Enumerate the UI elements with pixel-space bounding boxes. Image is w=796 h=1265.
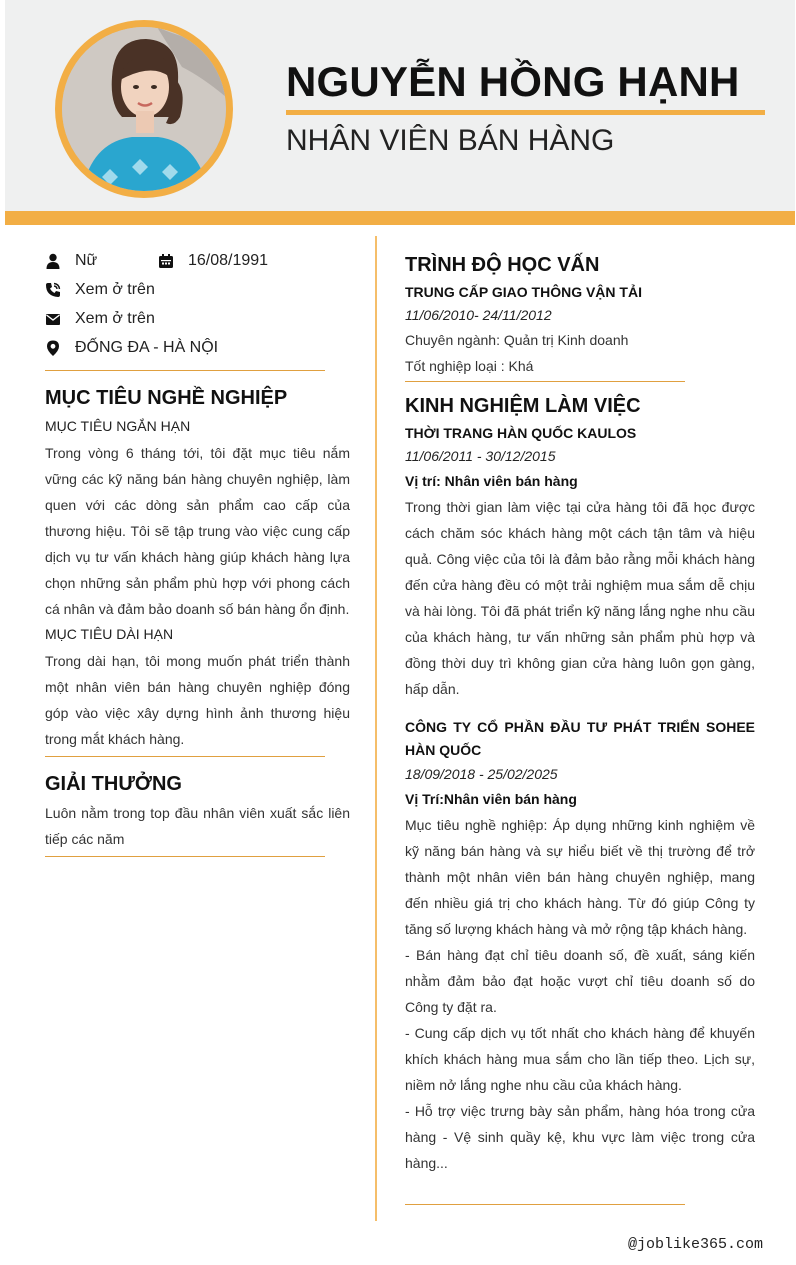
divider [45,756,325,757]
contact-address [45,337,218,359]
job-description: Trong thời gian làm việc tại cửa hàng tôi đã học được cách chăm sóc khách hàng một cách tận tâm và hiệu quả. Công việc của tôi là đảm bảo rằng mỗi khách hàng đến cửa hàng đều có một trải nghiệm mua sắm dễ chịu và hài lòng. Tôi đã phát triển kỹ năng lắng nghe nhu cầu của khách hàng, tư vấn những sản phẩm phù hợp và đồng thời duy trì không gian cửa hàng luôn gọn gàng, hấp dẫn. [405,499,755,697]
job-bullet: - Hỗ trợ việc trưng bày sản phẩm, hàng hóa trong cửa hàng - Vệ sinh quầy kệ, khu vực làm việc trong cửa hàng... [405,1103,755,1171]
short-term-label: MỤC TIÊU NGẮN HẠN [45,418,191,434]
education-major: Chuyên ngành: Quản trị Kinh doanh [405,332,629,348]
column-divider [375,236,377,1221]
avatar [62,27,226,191]
long-term-text: Trong dài hạn, tôi mong muốn phát triển thành một nhân viên bán hàng chuyên nghiệp đóng góp vào việc xây dựng hình ảnh thương hiệu trong mắt khách hàng. [45,653,350,747]
email-value: Xem ở trên [75,310,155,327]
divider [405,1204,685,1205]
divider [45,370,325,371]
education-grade: Tốt nghiệp loại : Khá [405,358,534,374]
candidate-name: NGUYỄN HỒNG HẠNH [286,58,740,105]
job-bullet: - Bán hàng đạt chỉ tiêu doanh số, đề xuất, sáng kiến nhằm đảm bảo đạt hoặc vượt chỉ tiêu doanh số do Công ty đặt ra. [405,947,755,1015]
name-underline [286,110,765,115]
location-icon [45,340,61,356]
company-name: CÔNG TY CỔ PHẦN ĐẦU TƯ PHÁT TRIỂN SOHEE HÀN QUỐC [405,719,755,758]
awards-title: GIẢI THƯỞNG [45,773,182,795]
mail-icon [45,311,61,327]
awards-text: Luôn nằm trong top đầu nhân viên xuất sắc liên tiếp các năm [45,805,350,847]
company-name: THỜI TRANG HÀN QUỐC KAULOS [405,425,637,441]
dob-value: 16/08/1991 [188,252,269,269]
divider [45,856,325,857]
calendar-icon [158,253,174,269]
gender-value: Nữ [75,252,98,269]
watermark: @joblike365.com [627,1236,763,1253]
contact-gender [45,250,97,272]
education-title: TRÌNH ĐỘ HỌC VẤN [405,254,600,276]
long-term-label: MỤC TIÊU DÀI HẠN [45,626,174,642]
school-name: TRUNG CẤP GIAO THÔNG VẬN TẢI [405,284,642,300]
education-period: 11/06/2010- 24/11/2012 [405,307,552,323]
job-position: Vị Trí:Nhân viên bán hàng [405,791,577,807]
job-title: NHÂN VIÊN BÁN HÀNG [286,124,615,157]
address-value: ĐỐNG ĐA - HÀ NỘI [75,339,219,356]
job-description: Mục tiêu nghề nghiệp: Áp dụng những kinh nghiệm về kỹ năng bán hàng và sự hiểu biết về thị trường để trở thành một nhân viên bán hàng chuyên nghiệp, mang đến nhiều giá trị cho khách hàng. Từ đó giúp Công ty tăng số lượng khách hàng và mở rộng tập khách hàng. [405,817,755,937]
short-term-text: Trong vòng 6 tháng tới, tôi đặt mục tiêu nắm vững các kỹ năng bán hàng chuyên nghiệp, làm quen với các dòng sản phẩm cao cấp của thương hiệu. Tôi sẽ tập trung vào việc cung cấp dịch vụ tư vấn khách hàng giúp khách hàng lựa chọn những sản phẩm phù hợp với phong cách cá nhân và đảm bảo doanh số bán hàng ổn định. [45,445,350,617]
header-accent-bar [5,211,795,225]
phone-icon [45,282,61,298]
experience-title: KINH NGHIỆM LÀM VIỆC [405,395,641,417]
contact-dob [158,250,268,272]
phone-value: Xem ở trên [75,281,155,298]
job-bullet: - Cung cấp dịch vụ tốt nhất cho khách hàng để khuyến khích khách hàng mua sắm cho lần tiếp theo. Lịch sự, niềm nở lắng nghe nhu cầu của khách hàng. [405,1025,755,1093]
user-icon [45,253,61,269]
contact-phone [45,279,155,301]
job-period: 11/06/2011 - 30/12/2015 [405,448,556,464]
contact-email [45,308,155,330]
job-period: 18/09/2018 - 25/02/2025 [405,766,558,782]
divider [405,381,685,382]
job-position: Vị trí: Nhân viên bán hàng [405,473,578,489]
objective-title: MỤC TIÊU NGHỀ NGHIỆP [45,387,288,409]
